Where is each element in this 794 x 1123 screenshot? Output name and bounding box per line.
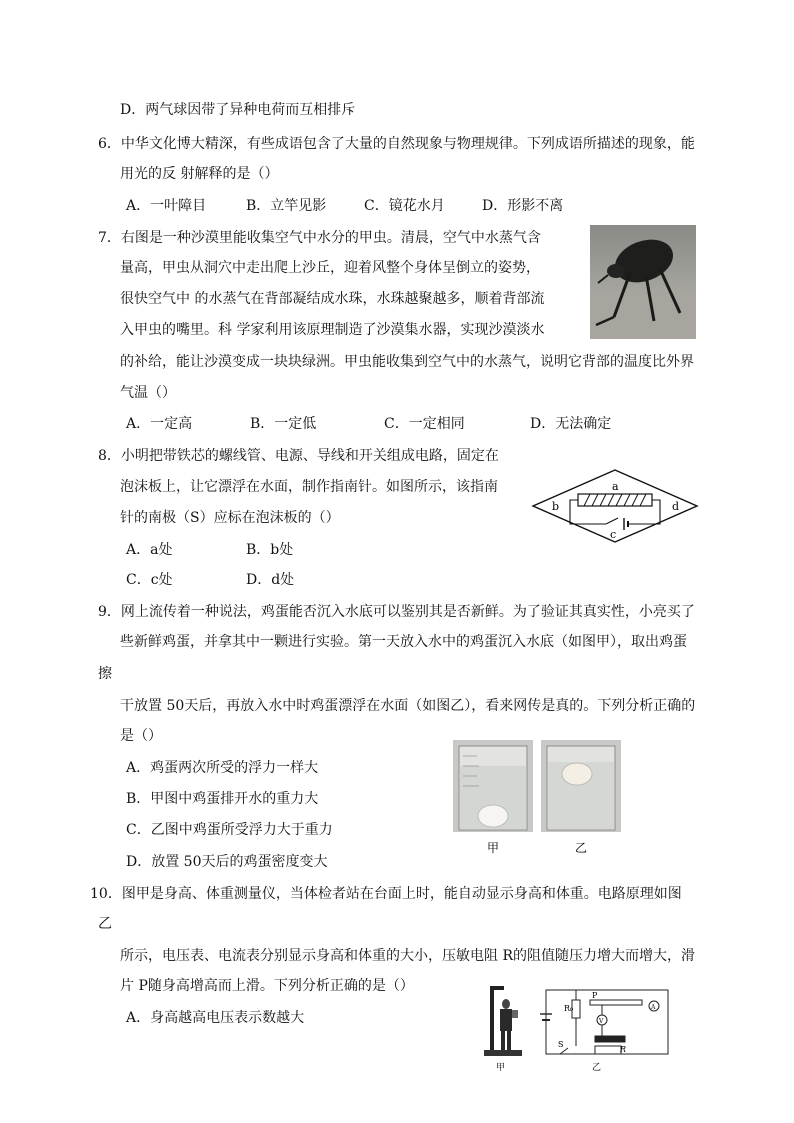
q8-option-b: B．b处	[246, 542, 294, 558]
q8-stem-line-2: 泡沫板上，让它漂浮在水面，制作指南针。如图所示，该指南	[120, 479, 498, 495]
q8-option-c: C．c处	[126, 572, 173, 588]
q6-option-d: D．形影不离	[482, 198, 564, 214]
compass-label-c: c	[610, 528, 617, 541]
q7-option-a: A．一定高	[126, 416, 193, 432]
q6-option-c: C．镜花水月	[364, 198, 445, 214]
q5-option-d: D．两气球因带了异种电荷而互相排斥	[120, 102, 356, 118]
egg-label-jia: 甲	[487, 841, 500, 855]
q7-stem-line-2: 量高，甲虫从洞穴中走出爬上沙丘，迎着风整个身体呈倒立的姿势，	[120, 260, 540, 276]
circuit-label-p: P	[592, 991, 598, 1000]
q8-stem-line-3: 针的南极（S）应标在泡沫板的（）	[120, 510, 340, 526]
q9-stem-line-2: 些新鲜鸡蛋，并拿其中一颗进行实验。第一天放入水中的鸡蛋沉入水底（如图甲），取出鸡蛋	[120, 634, 687, 650]
egg-beaker-figure	[453, 740, 621, 856]
q7-option-c: C．一定相同	[384, 416, 465, 432]
q8-stem-line-1: 8．小明把带铁芯的螺线管、电源、导线和开关组成电路，固定在	[98, 448, 499, 464]
q10-stem-line-2: 乙	[98, 916, 112, 932]
compass-label-b: b	[552, 500, 560, 513]
q9-stem-line-3: 擦	[98, 666, 112, 682]
circuit-label-yi: 乙	[592, 1063, 602, 1073]
compass-diagram	[530, 468, 700, 548]
height-weight-figure	[480, 984, 680, 1074]
q10-stem-line-3: 所示，电压表、电流表分别显示身高和体重的大小，压敏电阻 R的阻值随压力增大而增大，滑	[120, 948, 695, 964]
q9-option-b: B．甲图中鸡蛋排开水的重力大	[126, 791, 319, 807]
circuit-label-a: A	[651, 1004, 656, 1011]
q8-option-a: A．a处	[126, 542, 173, 558]
q10-stem-line-4: 片 P随身高增高而上滑。下列分析正确的是（）	[120, 978, 414, 994]
q9-option-d: D．放置 50天后的鸡蛋密度变大	[126, 854, 328, 870]
q7-option-d: D．无法确定	[530, 416, 612, 432]
q9-option-c: C．乙图中鸡蛋所受浮力大于重力	[126, 822, 333, 838]
q7-stem-line-6: 气温（）	[120, 385, 176, 401]
q8-option-d: D．d处	[246, 572, 295, 588]
q6-stem-line-2: 用光的反 射解释的是（）	[120, 166, 279, 182]
q9-stem-line-5: 是（）	[120, 728, 162, 744]
circuit-label-r: R	[620, 1045, 627, 1054]
egg-label-yi: 乙	[575, 841, 588, 855]
compass-label-d: d	[672, 500, 680, 513]
q7-stem-line-5: 的补给，能让沙漠变成一块块绿洲。甲虫能收集到空气中的水蒸气，说明它背部的温度比外界	[120, 354, 694, 370]
beetle-photo	[590, 225, 696, 339]
q6-option-b: B．立竿见影	[246, 198, 327, 214]
q7-stem-line-4: 入甲虫的嘴里。科 学家利用该原理制造了沙漠集水器，实现沙漠淡水	[120, 322, 545, 338]
q9-stem-line-4: 干放置 50天后，再放入水中时鸡蛋漂浮在水面（如图乙），看来网传是真的。下列分析正确的	[120, 698, 696, 714]
circuit-label-s: S	[558, 1040, 564, 1049]
q6-option-a: A．一叶障目	[126, 198, 207, 214]
device-label-jia: 甲	[496, 1063, 506, 1073]
circuit-label-v: V	[599, 1018, 604, 1025]
circuit-label-r0: R₀	[564, 1004, 574, 1013]
q10-stem-line-1: 10．图甲是身高、体重测量仪，当体检者站在台面上时，能自动显示身高和体重。电路原理如图	[90, 886, 682, 902]
q9-stem-line-1: 9．网上流传着一种说法，鸡蛋能否沉入水底可以鉴别其是否新鲜。为了验证其真实性，小亮买了	[98, 604, 695, 620]
q9-option-a: A．鸡蛋两次所受的浮力一样大	[126, 760, 319, 776]
compass-label-a: a	[612, 480, 619, 493]
q7-stem-line-1: 7．右图是一种沙漠里能收集空气中水分的甲虫。清晨，空气中水蒸气含	[98, 230, 541, 246]
q7-stem-line-3: 很快空气中 的水蒸气在背部凝结成水珠，水珠越聚越多，顺着背部流	[120, 291, 545, 307]
q7-option-b: B．一定低	[250, 416, 317, 432]
q6-stem-line-1: 6．中华文化博大精深，有些成语包含了大量的自然现象与物理规律。下列成语所描述的现象，能	[98, 136, 695, 152]
q10-option-a: A．身高越高电压表示数越大	[126, 1010, 305, 1026]
